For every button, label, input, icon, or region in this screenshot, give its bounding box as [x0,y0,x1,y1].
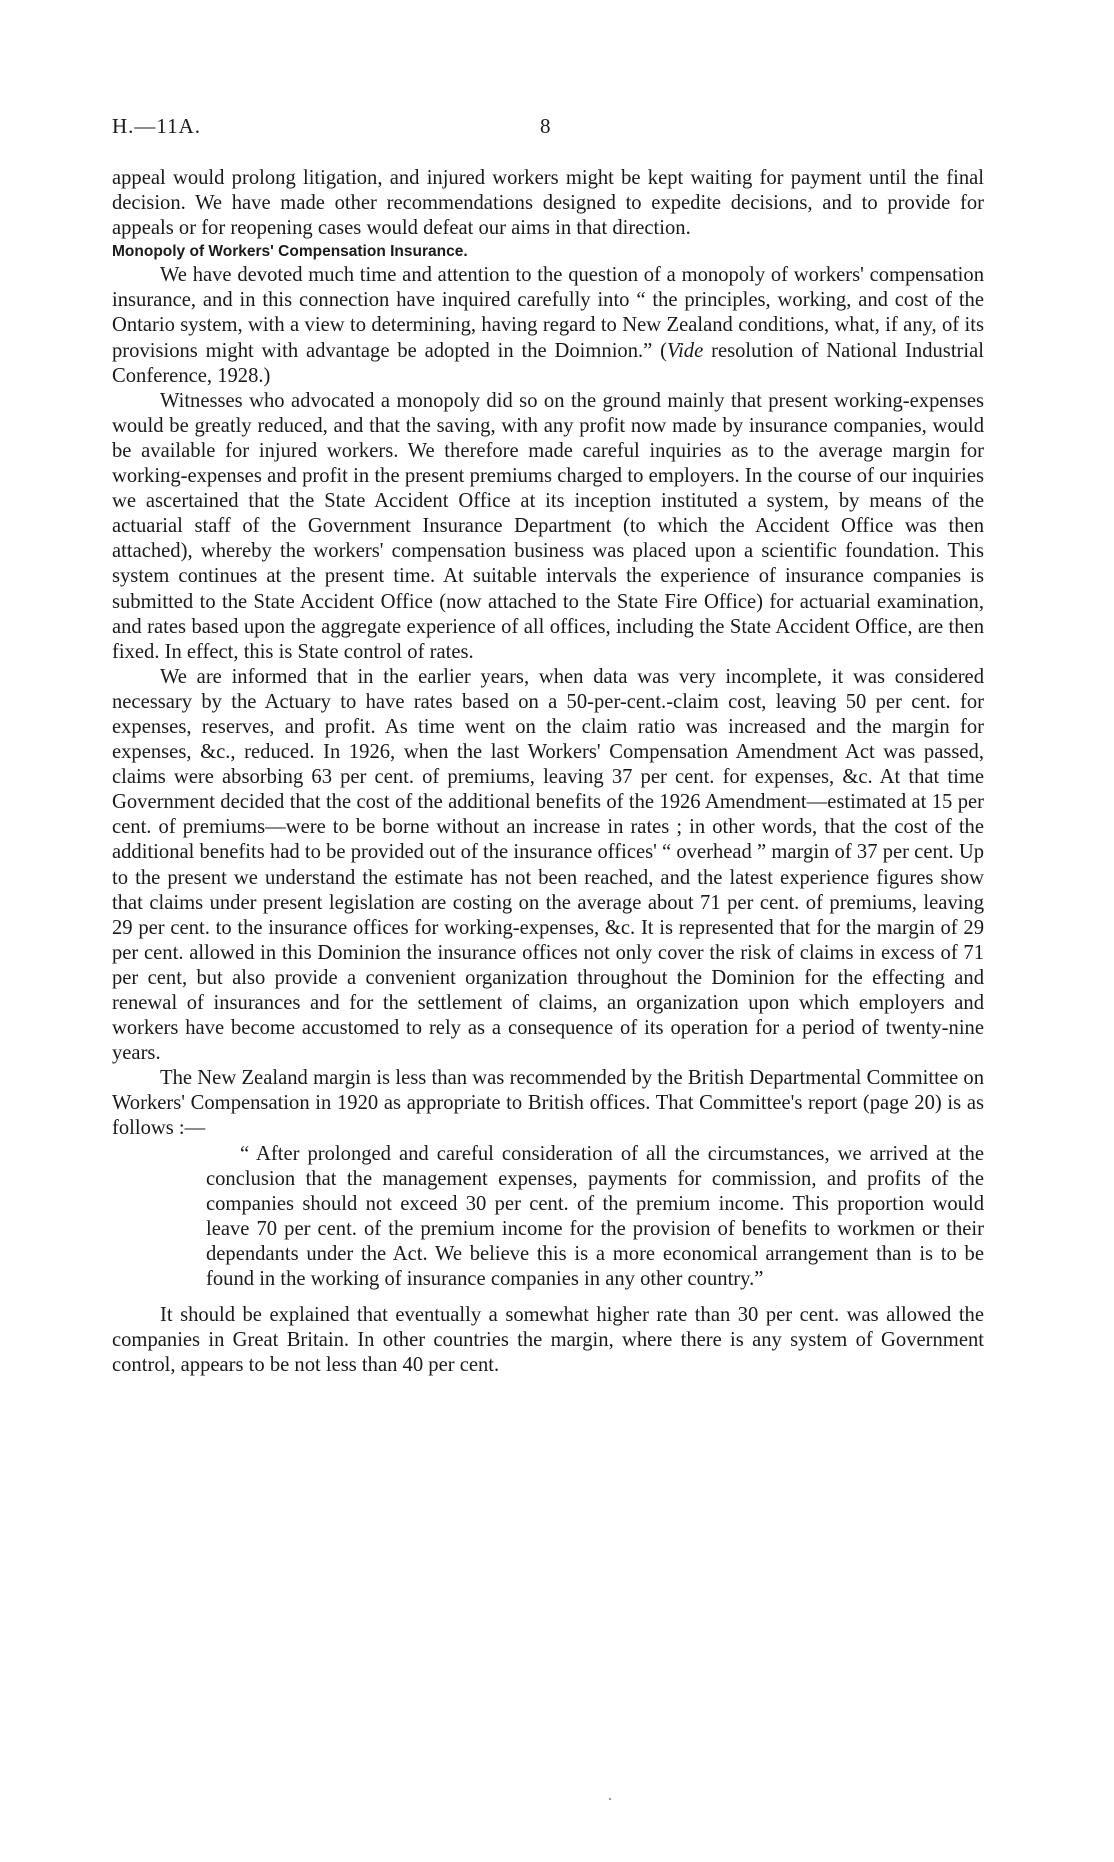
paragraph-monopoly-intro: We have devoted much time and attention to the question of a monopoly of workers' compensation insurance, and in this connection have inquired carefully into “ the principles, working, and cost of the Ontario system, with a view to determining, having regard to New Zealand conditions, what, if any, of its provisions might with advantage be adopted in the Doimnion.” (Vide resolution of National Industrial Conference, 1928.) [112,264,984,387]
paragraph-conclusion: It should be explained that eventually a somewhat higher rate than 30 per cent. was allowed the companies in Great Britain. In other countries the margin, where there is any system of Government control, appears to be not less than 40 per cent. [112,1304,984,1377]
body-text [112,166,984,1378]
paragraph-witnesses: Witnesses who advocated a monopoly did so on the ground mainly that present working-expenses would be greatly reduced, and that the saving, with any profit now made by insurance companies, would be available for injured workers. We therefore made careful inquiries as to the average margin for working-expenses and profit in the present premiums charged to employers. In the course of our inquiries we ascertained that the State Accident Office at its inception instituted a system, by means of the actuarial staff of the Government Insurance Department (to which the Accident Office was then attached), whereby the workers' compensation business was placed upon a scientific foundation. This system continues at the present time. At suitable intervals the experience of insurance companies is submitted to the State Accident Office (now attached to the State Fire Office) for actuarial examination, and rates based upon the aggregate experience of all offices, including the State Accident Office, are then fixed. In effect, this is State control of rates. [112,389,984,663]
paragraph-british-committee: The New Zealand margin is less than was recommended by the British Departmental Committee on Workers' Compensation in 1920 as appropriate to British offices. That Committee's report (page 20) is as follows :— [112,1067,984,1140]
paragraph-continuation: appeal would prolong litigation, and injured workers might be kept waiting for payment until the final decision. We have made other recommendations designed to expedite decisions, and to provide for appeals or for reopening cases would defeat our aims in that direction. [112,167,984,240]
page-number: 8 [540,114,552,138]
running-header [112,114,982,144]
print-speck [609,1798,611,1800]
paragraph-monopoly-intro-text: We have devoted much time and attention to the question of a monopoly of workers' compensation insurance, and in this connection have inquired carefully into “ the principles, working, and cost of the Ontario system, with a view to determining, having regard to New Zealand conditions, what, if any, of its provisions might with advantage be adopted in the Doimnion.” [112,264,984,362]
section-heading: Monopoly of Workers' Compensation Insurance. [112,243,468,261]
block-quote: “ After prolonged and careful consideration of all the circumstances, we arrived at the conclusion that the management expenses, payments for commission, and profits of the companies should not exceed 30 per cent. of the premium income. This proportion would leave 70 per cent. of the premium income for the provision of benefits to workmen or their dependants under the Act. We believe this is a more economical arrangement than is to be found in the working of insurance companies in any other country.” [206,1142,984,1291]
paragraph-monopoly-intro-tail: resolution of National Industrial Conference, 1928.) [112,339,984,387]
paragraph-claim-ratio: We are informed that in the earlier years, when data was very incomplete, it was considered necessary by the Actuary to have rates based on a 50-per-cent.-claim cost, leaving 50 per cent. for expenses, reserves, and profit. As time went on the claim ratio was increased and the margin for expenses, &c., reduced. In 1926, when the last Workers' Compensation Amendment Act was passed, claims were absorbing 63 per cent. of premiums, leaving 37 per cent. for expenses, &c. At that time Government decided that the cost of the additional benefits of the 1926 Amendment—estimated at 15 per cent. of premiums—were to be borne without an increase in rates ; in other words, that the cost of the additional benefits had to be provided out of the insurance offices' “ overhead ” margin of 37 per cent. Up to the present we understand the estimate has not been reached, and the latest experience figures show that claims under present legislation are costing on the average about 71 per cent. of premiums, leaving 29 per cent. to the insurance offices for working-expenses, &c. It is represented that for the margin of 29 per cent. allowed in this Dominion the insurance offices not only cover the risk of claims in excess of 71 per cent, but also provide a convenient organization throughout the Dominion for the effecting and renewal of insurances and for the settlement of claims, an organization upon which employers and workers have become accustomed to rely as a consequence of its operation for a period of twenty-nine years. [112,665,984,1065]
document-reference: H.—11A. [112,114,202,138]
vide-reference: Vide [667,339,704,362]
